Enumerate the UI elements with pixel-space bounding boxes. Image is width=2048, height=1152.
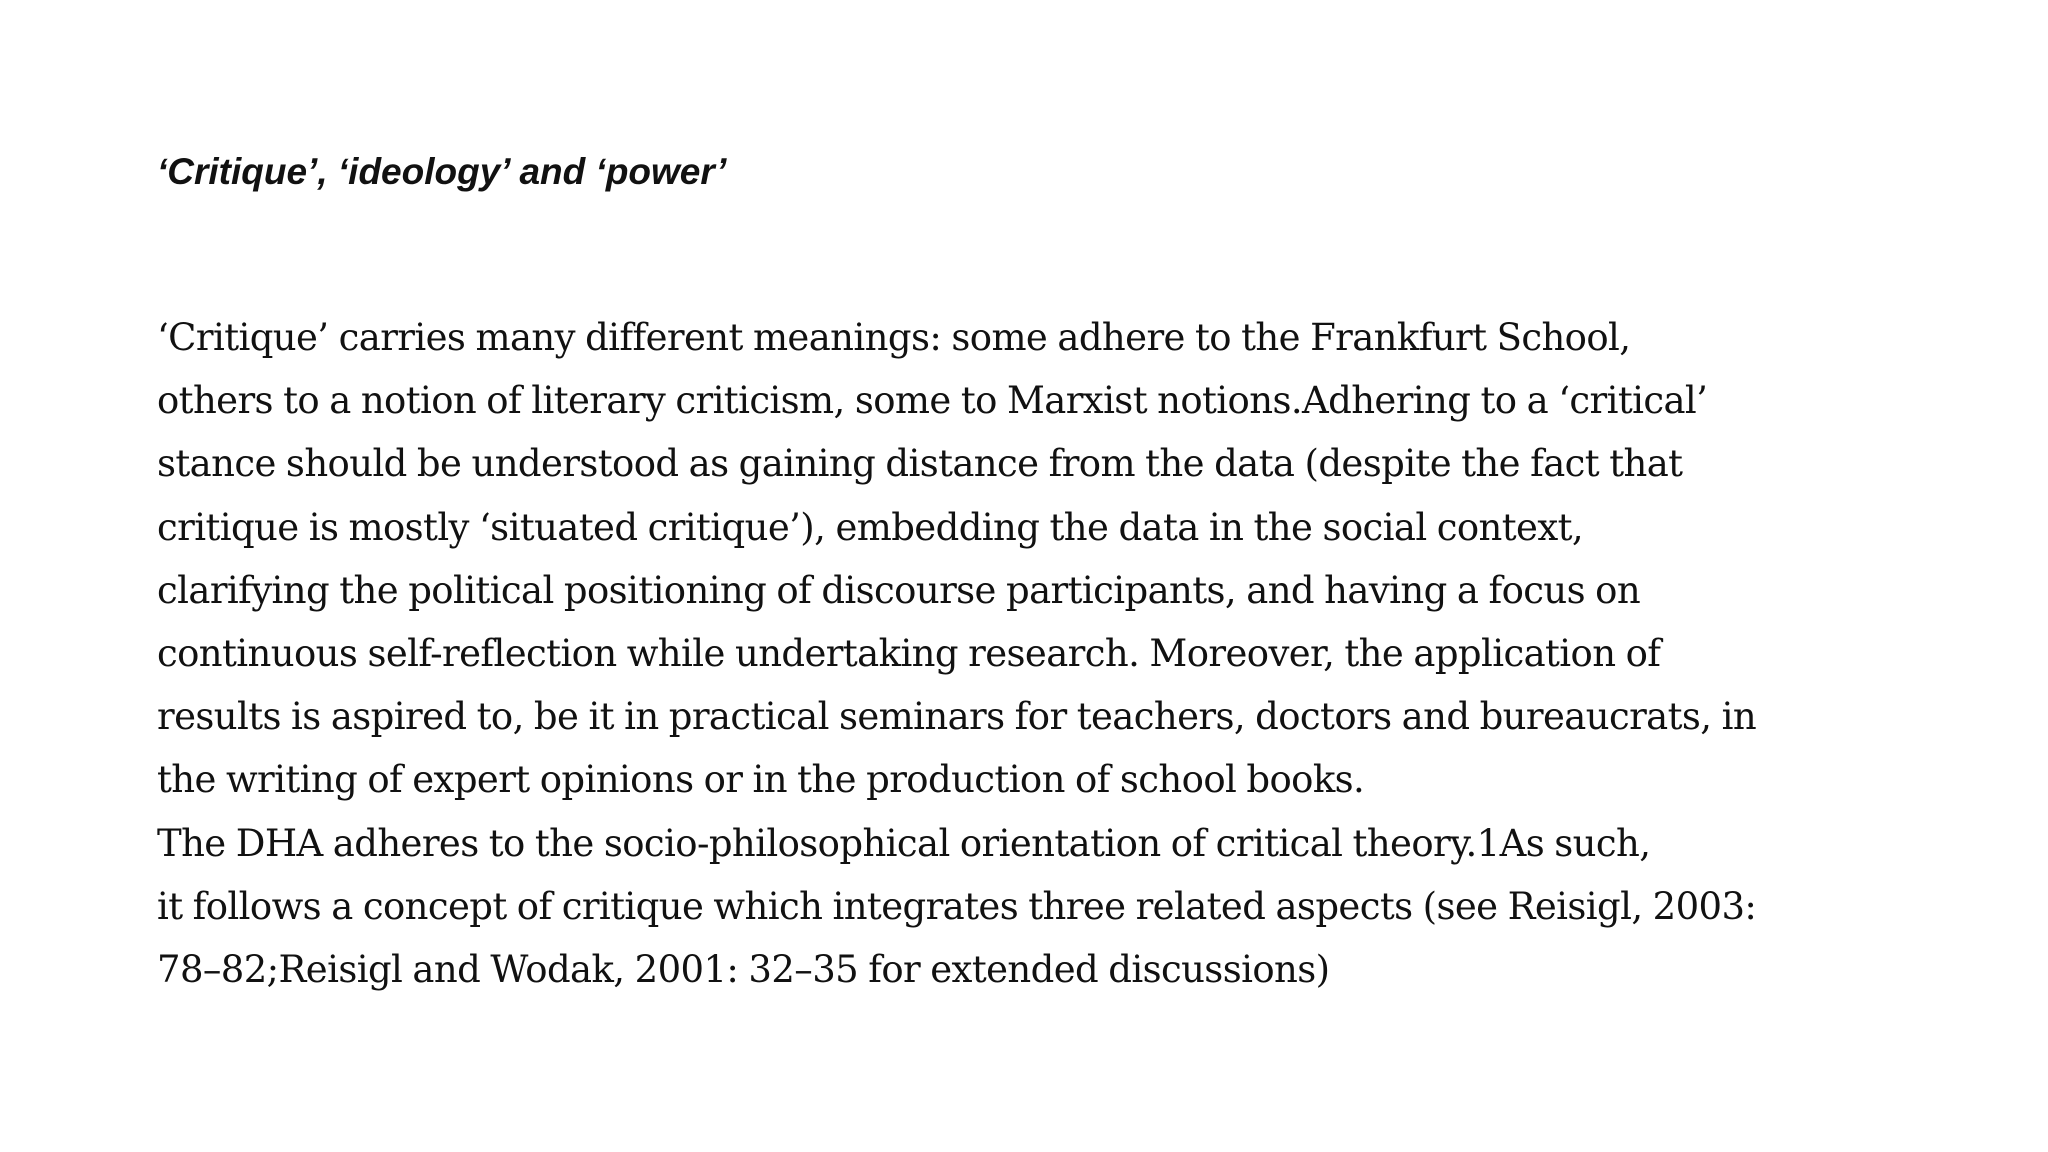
body-line: The DHA adheres to the socio-philosophical orientation of critical theory.1As such, (157, 821, 1651, 865)
body-text (157, 306, 1917, 1001)
body-line: it follows a concept of critique which integrates three related aspects (see Reisigl, 2003: (157, 884, 1757, 928)
body-line: ‘Critique’ carries many different meanings: some adhere to the Frankfurt School, (157, 316, 1631, 359)
body-line: continuous self-reflection while undertaking research. Moreover, the application of (157, 631, 1661, 675)
body-line: clarifying the political positioning of discourse participants, and having a focus on (157, 568, 1641, 612)
body-line: 78–82;Reisigl and Wodak, 2001: 32–35 for extended discussions) (157, 947, 1330, 991)
slide-title: ‘Critique’, ‘ideology’ and ‘power’ (157, 151, 727, 192)
body-line: the writing of expert opinions or in the production of school books. (157, 758, 1365, 802)
body-line: stance should be understood as gaining distance from the data (despite the fact that (157, 442, 1683, 486)
body-line: results is aspired to, be it in practical seminars for teachers, doctors and bureaucrats, in (157, 695, 1757, 739)
body-line: others to a notion of literary criticism, some to Marxist notions.Adhering to a ‘critical’ (157, 379, 1708, 423)
body-line: critique is mostly ‘situated critique’), embedding the data in the social context, (157, 505, 1584, 549)
